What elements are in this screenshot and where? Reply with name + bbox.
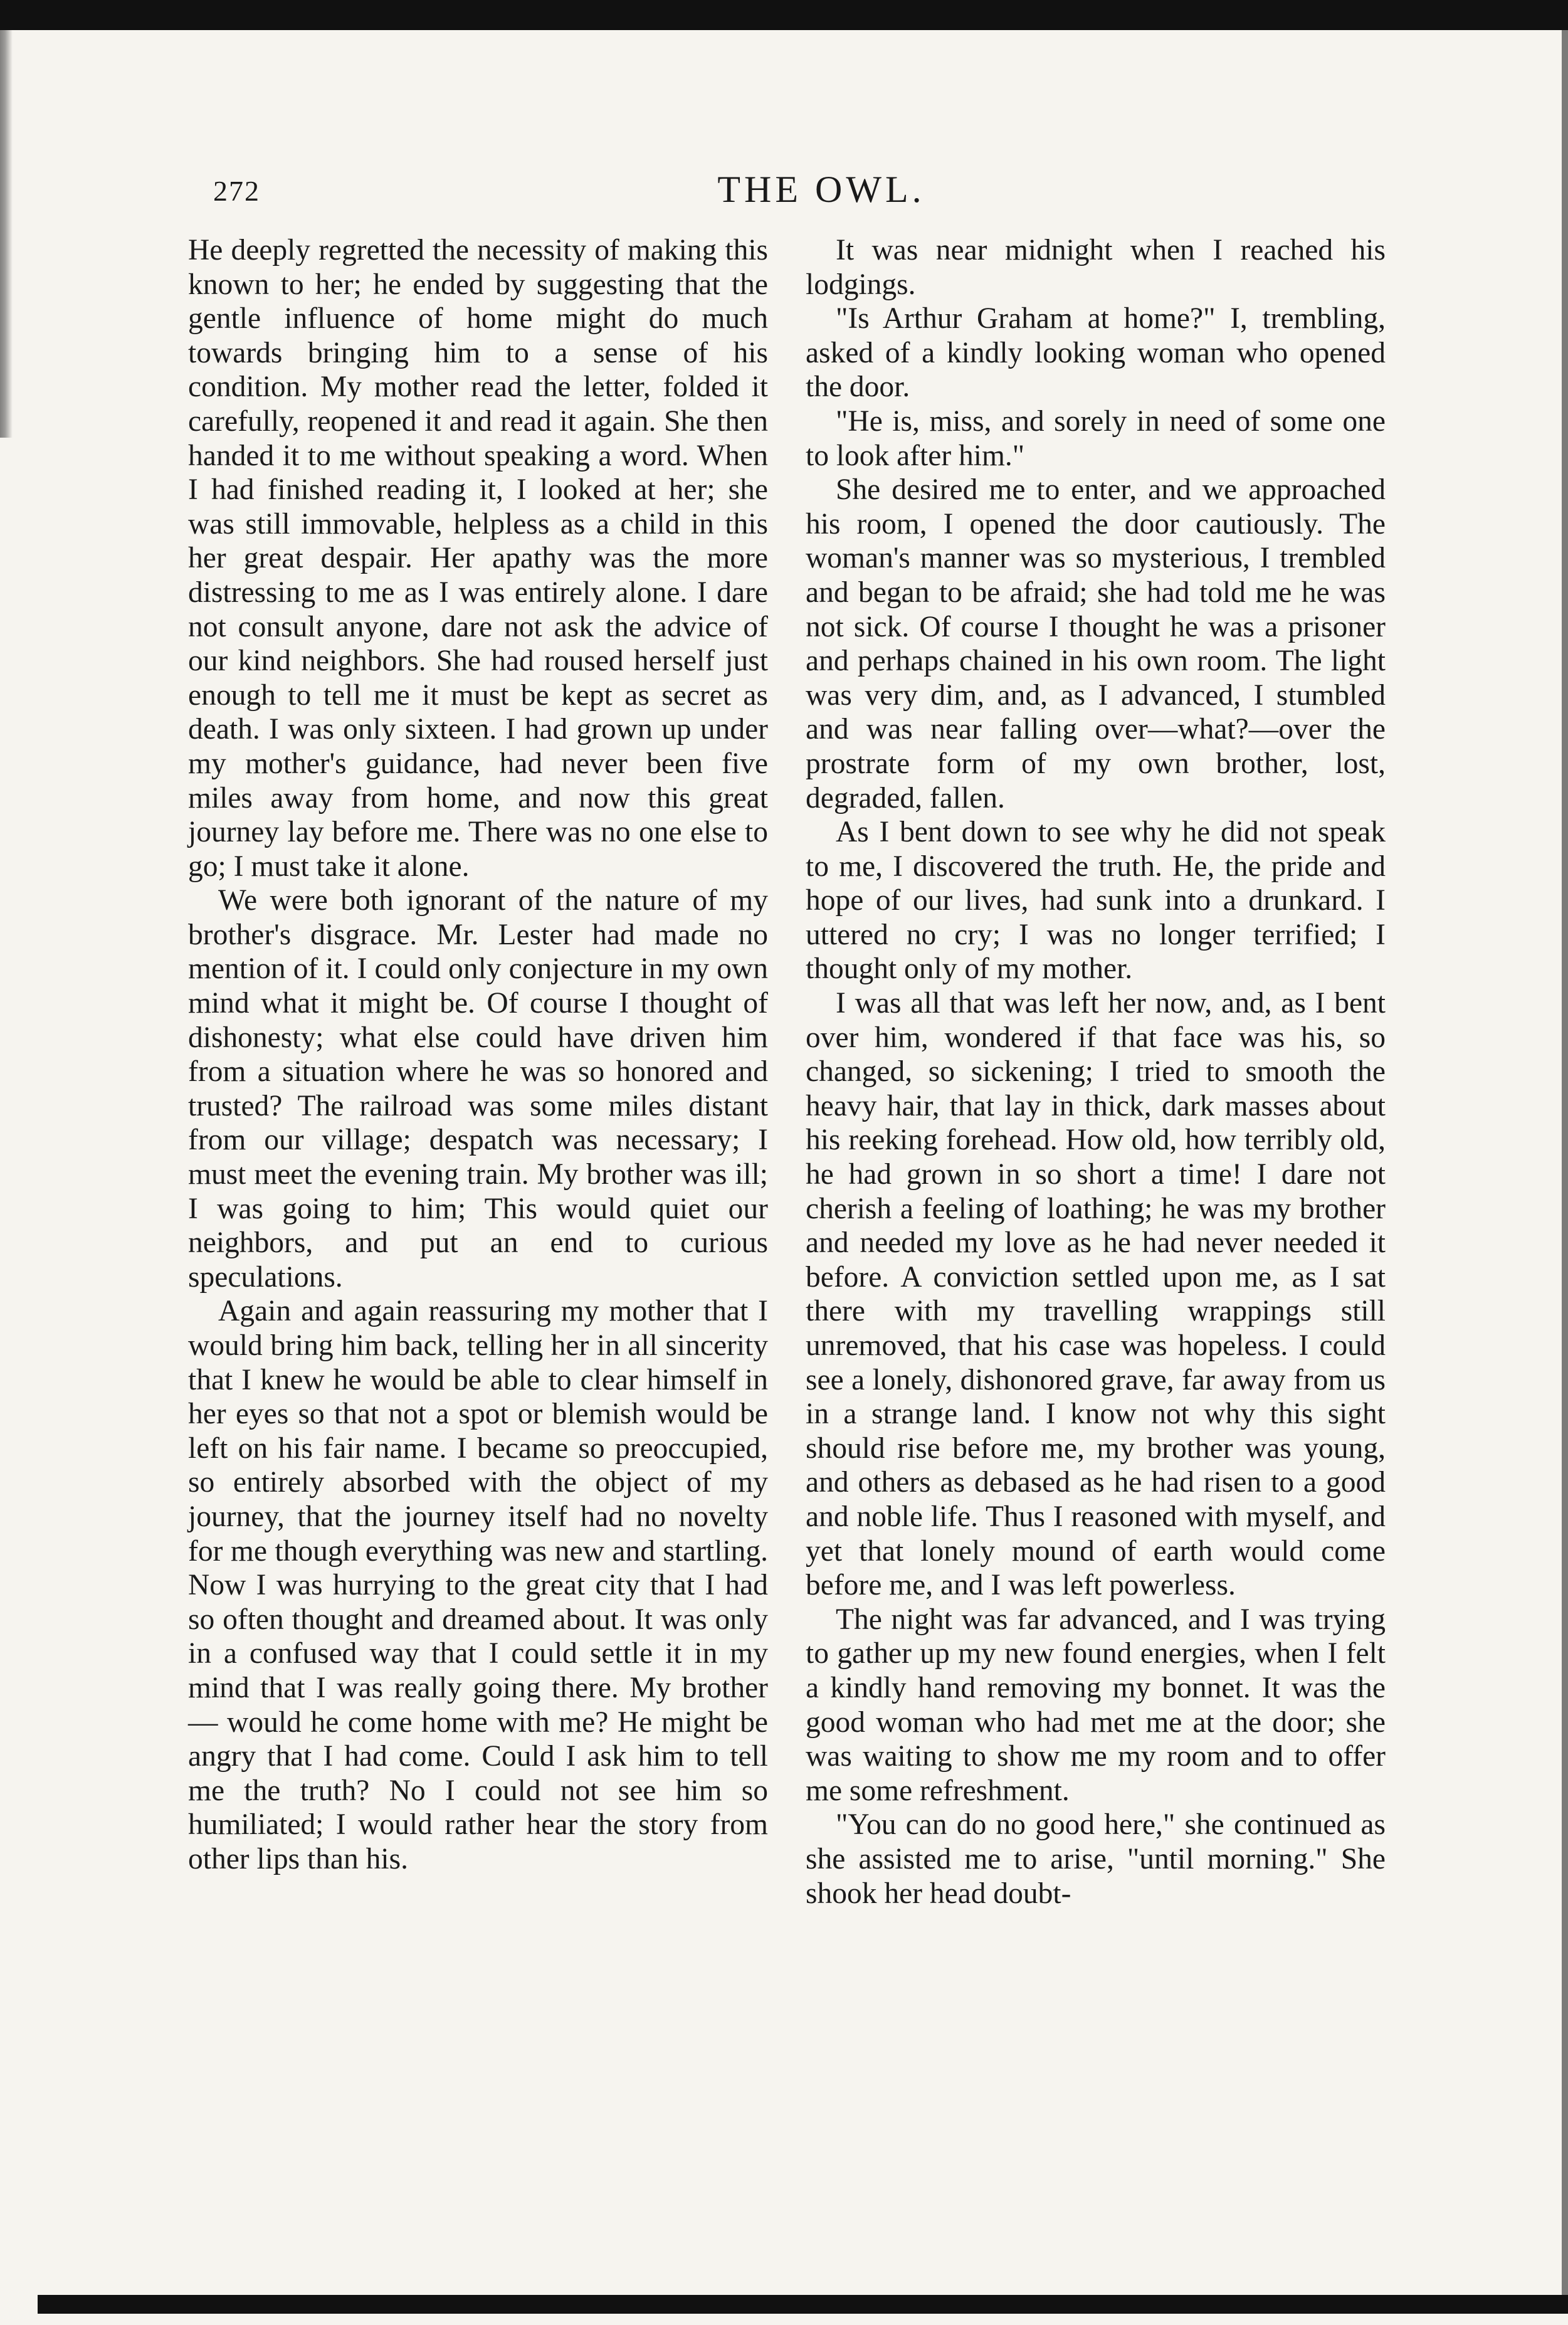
paragraph: I was all that was left her now, and, as I bent over him, wondered if that face was his, so changed, so sickening; I tried to smooth the heavy hair, that lay in thick, dark masses about his reeking forehead. How old, how terribly old, he had grown in so short a time! I dare not cherish a feeling of loathing; he was my brother and needed my love as he had never needed it before. A conviction settled upon me, as I sat there with my travelling wrappings still unremoved, that his case was hopeless. I could see a lonely, dishonored grave, far away from us in a strange land. I know not why this sight should rise before me, my brother was young, and others as debased as he had risen to a good and noble life. Thus I reasoned with myself, and yet that lonely mound of earth would come before me, and I was left powerless. [806, 987, 1386, 1602]
paragraph: We were both ignorant of the nature of my brother's disgrace. Mr. Lester had made no mention of it. I could only conjecture in my own mind what it might be. Of course I thought of dishonesty; what else could have driven him from a situation where he was so honored and trusted? The railroad was some miles distant from our village; despatch was necessary; I must meet the evening train. My brother was ill; I was going to him; This would quiet our neighbors, and put an end to curious speculations. [188, 884, 768, 1294]
scan-edge-left [0, 30, 13, 438]
paragraph: As I bent down to see why he did not speak to me, I discovered the truth. He, the pride and hope of our lives, had sunk into a drunkard. I uttered no cry; I was no longer terrified; I thought only of my mother. [806, 816, 1386, 986]
paragraph: It was near midnight when I reached his lodgings. [806, 234, 1386, 301]
scan-edge-right [1562, 30, 1568, 2312]
running-title: THE OWL. [717, 169, 925, 210]
scan-border-top [0, 0, 1568, 30]
paragraph: Again and again reassuring my mother that I would bring him back, telling her in all sincerity that I knew he would be able to clear himself in her eyes so that not a spot or blemish would be left on his fair name. I became so preoccupied, so entirely absorbed with the object of my journey, that the journey itself had no novelty for me though everything was new and startling. Now I was hurrying to the great city that I had so often thought and dreamed about. It was only in a confused way that I could settle it in my mind that I was really going there. My brother— would he come home with me? He might be angry that I had come. Could I ask him to tell me the truth? No I could not see him so humiliated; I would rather hear the story from other lips than his. [188, 1295, 768, 1875]
paragraph: She desired me to enter, and we approached his room, I opened the door cautiously. The woman's manner was so mysterious, I trembled and began to be afraid; she had told me he was not sick. Of course I thought he was a prisoner and perhaps chained in his own room. The light was very dim, and, as I advanced, I stumbled and was near falling over—what?—over the prostrate form of my own brother, lost, degraded, fallen. [806, 473, 1386, 815]
paragraph: He deeply regretted the necessity of making this known to her; he ended by suggesting that the gentle influence of home might do much towards bringing him to a sense of his condition. My mother read the letter, folded it carefully, reopened it and read it again. She then handed it to me without speaking a word. When I had finished reading it, I looked at her; she was still immovable, helpless as a child in this her great despair. Her apathy was the more distressing to me as I was entirely alone. I dare not consult anyone, dare not ask the advice of our kind neighbors. She had roused herself just enough to tell me it must be kept as secret as death. I was only sixteen. I had grown up under my mother's guidance, had never been five miles away from home, and now this great journey lay before me. There was no one else to go; I must take it alone. [188, 234, 768, 883]
right-column [806, 233, 1386, 1911]
left-column [188, 233, 768, 1877]
paragraph: "He is, miss, and sorely in need of some one to look after him." [806, 404, 1386, 472]
scan-border-bottom [38, 2295, 1568, 2314]
paragraph: The night was far advanced, and I was trying to gather up my new found energies, when I felt a kindly hand removing my bonnet. It was the good woman who had met me at the door; she was waiting to show me my room and to offer me some refreshment. [806, 1603, 1386, 1807]
paragraph: "Is Arthur Graham at home?" I, trembling, asked of a kindly looking woman who opened the door. [806, 302, 1386, 404]
paragraph: "You can do no good here," she continued as she assisted me to arise, "until morning." She shook her head doubt- [806, 1808, 1386, 1910]
page-header [188, 168, 1455, 218]
page-number: 272 [213, 175, 260, 207]
